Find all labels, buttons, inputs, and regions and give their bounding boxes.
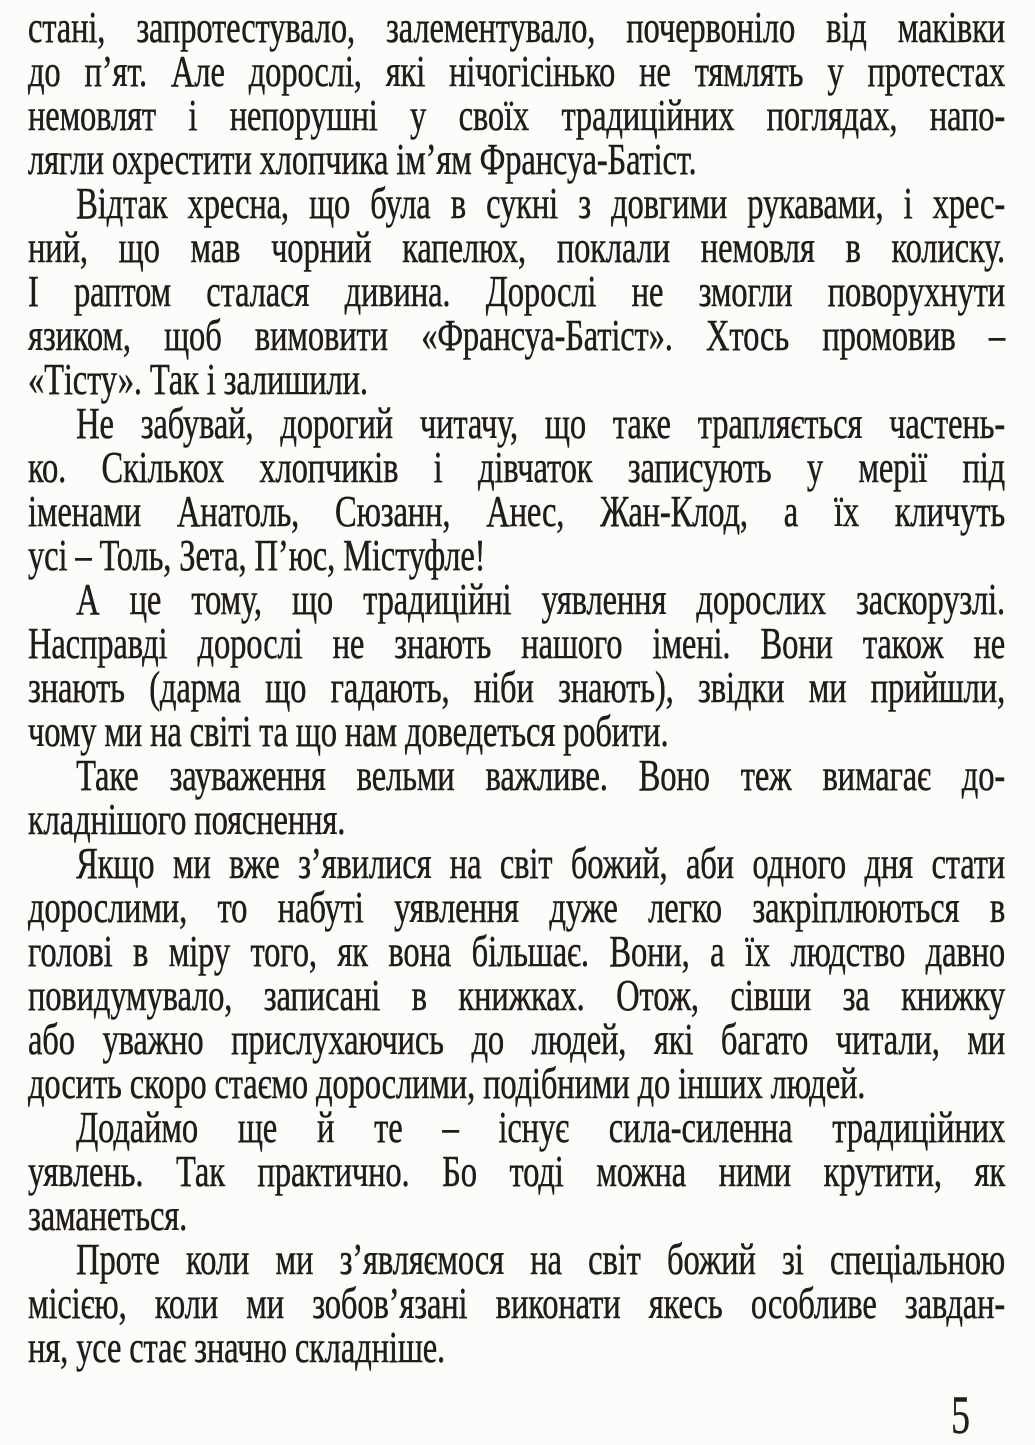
text-line: голові в міру того, як вона більшає. Вони, а їх людство давно xyxy=(28,927,1006,976)
text-line: «Тісту». Так і залишили. xyxy=(28,355,368,404)
text-line: заманеться. xyxy=(28,1191,188,1240)
text-line: І раптом сталася дивина. Дорослі не змогли поворухнути xyxy=(28,267,1006,316)
text-line: місією, коли ми зобов’язані виконати якесь особливе завдан- xyxy=(28,1279,1006,1328)
text-line: Якщо ми вже з’явилися на світ божий, аби одного дня стати xyxy=(76,839,1006,888)
text-line: знають (дарма що гадають, ніби знають), звідки ми прийшли, xyxy=(28,663,1006,712)
text-line: Не забувай, дорогий читачу, що таке трапляється частень- xyxy=(76,399,1006,448)
text-line: уявлень. Так практично. Бо тоді можна ними крутити, як xyxy=(28,1147,1006,1196)
text-line: Таке зауваження вельми важливе. Воно теж вимагає до- xyxy=(76,751,1006,800)
text-line: ня, усе стає значно складніше. xyxy=(28,1323,446,1372)
text-line: Проте коли ми з’являємося на світ божий зі спеціальною xyxy=(76,1235,1006,1284)
text-line: кладнішого пояснення. xyxy=(28,795,346,844)
text-line: язиком, щоб вимовити «Франсуа-Батіст». Хтось промовив – xyxy=(28,311,1006,360)
page-text xyxy=(28,3,1006,1372)
text-line: дорослими, то набуті уявлення дуже легко закріплюються в xyxy=(28,883,1006,932)
text-line: ний, що мав чорний капелюх, поклали немовля в колиску. xyxy=(28,223,1006,272)
text-line: або уважно прислухаючись до людей, які багато читали, ми xyxy=(28,1015,1006,1064)
text-line: іменами Анатоль, Сюзанн, Анес, Жан-Клод, а їх кличуть xyxy=(28,487,1006,536)
text-line: лягли охрестити хлопчика ім’ям Франсуа-Батіст. xyxy=(28,135,697,184)
text-line: Додаймо ще й те – існує сила-силенна традиційних xyxy=(76,1103,1006,1152)
text-line: Насправді дорослі не знають нашого імені. Вони також не xyxy=(28,619,1006,668)
text-line: А це тому, що традиційні уявлення дорослих заскорузлі. xyxy=(76,575,1006,624)
text-line: повидумувало, записані в книжках. Отож, сівши за книжку xyxy=(28,971,1006,1020)
text-line: немовлят і непорушні у своїх традиційних поглядах, напо- xyxy=(28,91,1006,140)
text-line: стані, запротестувало, залементувало, почервоніло від маківки xyxy=(28,3,1006,52)
text-line: ко. Скількох хлопчиків і дівчаток записують у мерії під xyxy=(28,443,1006,492)
text-line: Відтак хресна, що була в сукні з довгими рукавами, і хрес- xyxy=(76,179,1006,228)
text-line: до п’ят. Але дорослі, які нічогісінько не тямлять у протестах xyxy=(28,47,1006,96)
text-line: досить скоро стаємо дорослими, подібними до інших людей. xyxy=(28,1059,866,1108)
page-number: 5 xyxy=(951,1385,970,1445)
text-line: чому ми на світі та що нам доведеться робити. xyxy=(28,707,669,756)
text-line: усі – Толь, Зета, П’юс, Містуфле! xyxy=(28,531,486,580)
